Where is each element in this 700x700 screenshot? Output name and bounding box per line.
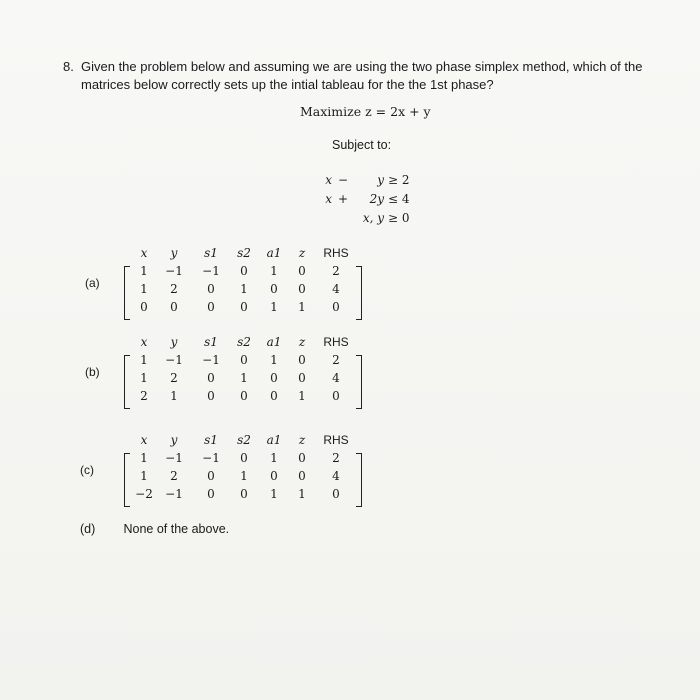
matrix-cell: −1 bbox=[202, 264, 220, 278]
matrix-header-cell: s2 bbox=[237, 335, 251, 349]
matrix-cell: 0 bbox=[332, 389, 340, 403]
matrix-cell: 0 bbox=[207, 487, 215, 501]
matrix-cell: −1 bbox=[165, 353, 183, 367]
matrix-cell: 0 bbox=[207, 300, 215, 314]
matrix-cell: 1 bbox=[240, 469, 248, 483]
constraint-row: x, y ≥ 0 bbox=[362, 210, 410, 225]
matrix-cell: 2 bbox=[170, 469, 178, 483]
matrix-header-cell: a1 bbox=[266, 335, 282, 349]
matrix-header-cell: y bbox=[170, 246, 178, 260]
matrix-header-cell: s1 bbox=[204, 246, 218, 260]
matrix-cell: −1 bbox=[202, 451, 220, 465]
matrix-cell: 1 bbox=[298, 389, 306, 403]
question-number: 8. bbox=[63, 59, 74, 74]
matrix-cell: 1 bbox=[140, 469, 148, 483]
matrix-right-bracket bbox=[356, 453, 362, 507]
matrix-cell: 0 bbox=[298, 282, 306, 296]
matrix-cell: 0 bbox=[332, 487, 340, 501]
matrix-cell: 0 bbox=[240, 389, 248, 403]
matrix-header-cell: z bbox=[298, 433, 306, 447]
matrix-header-cell: x bbox=[140, 335, 148, 349]
matrix-header-cell: s2 bbox=[237, 433, 251, 447]
matrix-cell: 0 bbox=[298, 264, 306, 278]
matrix-left-bracket bbox=[124, 453, 130, 507]
matrix-cell: 0 bbox=[207, 282, 215, 296]
option-b-label[interactable]: (b) bbox=[85, 365, 100, 379]
matrix-cell: −1 bbox=[165, 451, 183, 465]
matrix-cell: 1 bbox=[170, 389, 178, 403]
matrix-cell: 0 bbox=[240, 451, 248, 465]
objective-function: Maximize z = 2x + y bbox=[300, 104, 431, 119]
matrix-cell: −1 bbox=[202, 353, 220, 367]
option-a-label[interactable]: (a) bbox=[85, 276, 100, 290]
matrix-cell: 4 bbox=[332, 469, 340, 483]
matrix-cell: 1 bbox=[270, 264, 278, 278]
matrix-header-cell: RHS bbox=[323, 246, 349, 260]
matrix-cell: −1 bbox=[165, 487, 183, 501]
constraint-row: x + 2y ≤ 4 bbox=[325, 191, 410, 206]
matrix-cell: 0 bbox=[298, 371, 306, 385]
option-c-label[interactable]: (c) bbox=[80, 463, 94, 477]
matrix-cell: 0 bbox=[298, 451, 306, 465]
matrix-cell: 0 bbox=[240, 487, 248, 501]
matrix-cell: 1 bbox=[140, 282, 148, 296]
matrix-cell: 0 bbox=[240, 300, 248, 314]
matrix-cell: 1 bbox=[140, 371, 148, 385]
matrix-header-cell: RHS bbox=[323, 335, 349, 349]
matrix-cell: −2 bbox=[135, 487, 153, 501]
matrix-cell: 2 bbox=[170, 371, 178, 385]
matrix-header-cell: z bbox=[298, 335, 306, 349]
matrix-cell: −1 bbox=[165, 264, 183, 278]
matrix-header-cell: s1 bbox=[204, 433, 218, 447]
matrix-cell: 4 bbox=[332, 371, 340, 385]
bleed-through-text bbox=[140, 215, 143, 229]
matrix-cell: 4 bbox=[332, 282, 340, 296]
matrix-header-cell: s2 bbox=[237, 246, 251, 260]
matrix-left-bracket bbox=[124, 266, 130, 320]
matrix-header-cell: a1 bbox=[266, 246, 282, 260]
matrix-cell: 1 bbox=[140, 264, 148, 278]
matrix-cell: 0 bbox=[298, 353, 306, 367]
matrix-header-cell: y bbox=[170, 433, 178, 447]
matrix-header-cell: a1 bbox=[266, 433, 282, 447]
matrix-cell: 1 bbox=[270, 300, 278, 314]
matrix-cell: 2 bbox=[332, 264, 340, 278]
matrix-cell: 0 bbox=[207, 389, 215, 403]
constraints-block bbox=[306, 170, 422, 227]
matrix-cell: 1 bbox=[270, 451, 278, 465]
matrix-cell: 0 bbox=[170, 300, 178, 314]
matrix-cell: 2 bbox=[140, 389, 148, 403]
matrix-cell: 0 bbox=[298, 469, 306, 483]
matrix-cell: 1 bbox=[140, 451, 148, 465]
matrix-cell: 2 bbox=[332, 353, 340, 367]
matrix-right-bracket bbox=[356, 355, 362, 409]
matrix-cell: 1 bbox=[298, 300, 306, 314]
matrix-header-cell: z bbox=[298, 246, 306, 260]
option-d[interactable] bbox=[80, 522, 229, 536]
matrix-cell: 0 bbox=[270, 389, 278, 403]
matrix-left-bracket bbox=[124, 355, 130, 409]
matrix-cell: 1 bbox=[240, 282, 248, 296]
matrix-cell: 0 bbox=[270, 371, 278, 385]
matrix-cell: 1 bbox=[140, 353, 148, 367]
matrix-header-cell: s1 bbox=[204, 335, 218, 349]
matrix-header-cell: RHS bbox=[323, 433, 349, 447]
matrix-cell: 2 bbox=[332, 451, 340, 465]
matrix-cell: 0 bbox=[270, 469, 278, 483]
subject-to-label: Subject to: bbox=[332, 138, 392, 152]
matrix-cell: 2 bbox=[170, 282, 178, 296]
matrix-cell: 0 bbox=[332, 300, 340, 314]
matrix-right-bracket bbox=[356, 266, 362, 320]
matrix-header-cell: y bbox=[170, 335, 178, 349]
question-text: Given the problem below and assuming we are using the two phase simplex method, which of the matrices below correctly sets up the intial tableau for the the 1st phase? bbox=[81, 59, 643, 92]
matrix-cell: 0 bbox=[207, 371, 215, 385]
matrix-cell: 0 bbox=[207, 469, 215, 483]
matrix-cell: 1 bbox=[270, 487, 278, 501]
constraint-row: x − y ≥ 2 bbox=[325, 172, 410, 187]
matrix-cell: 1 bbox=[240, 371, 248, 385]
matrix-cell: 0 bbox=[270, 282, 278, 296]
matrix-cell: 0 bbox=[140, 300, 148, 314]
option-d-text: None of the above. bbox=[123, 522, 230, 536]
matrix-cell: 1 bbox=[298, 487, 306, 501]
matrix-header-cell: x bbox=[140, 246, 148, 260]
matrix-cell: 0 bbox=[240, 264, 248, 278]
matrix-cell: 1 bbox=[270, 353, 278, 367]
matrix-cell: 0 bbox=[240, 353, 248, 367]
matrix-header-cell: x bbox=[140, 433, 148, 447]
option-d-label: (d) bbox=[80, 522, 96, 536]
